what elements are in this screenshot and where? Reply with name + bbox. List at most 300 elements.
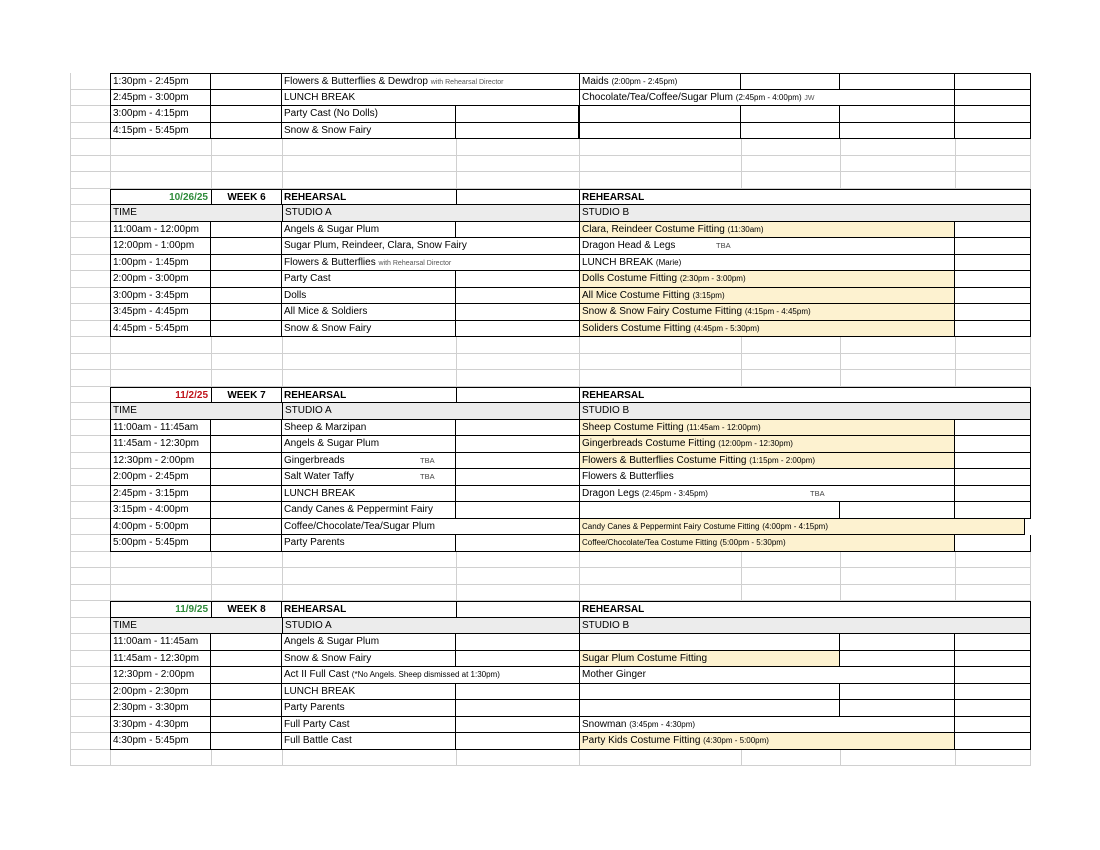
empty-cell bbox=[456, 585, 579, 602]
empty-cell bbox=[211, 337, 282, 354]
schedule-sheet bbox=[70, 73, 1031, 766]
time-cell bbox=[110, 288, 211, 305]
studio-b-header-text: REHEARSAL bbox=[582, 191, 645, 203]
time-text: 4:45pm - 5:45pm bbox=[113, 322, 189, 334]
studio-b-cell bbox=[579, 123, 741, 140]
time-text: 5:00pm - 5:45pm bbox=[113, 537, 189, 548]
empty-cell bbox=[456, 684, 579, 701]
empty-cell bbox=[955, 453, 1031, 470]
row-gutter bbox=[70, 585, 110, 602]
schedule-row bbox=[70, 700, 1031, 717]
studio-b-cell bbox=[579, 106, 741, 123]
studio-b-cell bbox=[579, 271, 955, 288]
studio-b-text: Chocolate/Tea/Coffee/Sugar Plum bbox=[582, 91, 734, 103]
row-gutter bbox=[70, 469, 110, 486]
week-label bbox=[211, 601, 282, 618]
row-gutter bbox=[70, 139, 110, 156]
row-gutter bbox=[70, 255, 110, 272]
row-gutter bbox=[70, 73, 110, 90]
time-cell bbox=[110, 535, 211, 552]
studio-b-text: LUNCH BREAK bbox=[582, 256, 654, 268]
studio-b-note: (4:30pm - 5:00pm) bbox=[703, 736, 769, 745]
empty-cell bbox=[955, 634, 1031, 651]
empty-cell bbox=[456, 271, 579, 288]
time-cell bbox=[110, 73, 211, 90]
empty-cell bbox=[456, 321, 579, 338]
studio-a-note: with Rehearsal Director bbox=[378, 259, 452, 267]
empty-cell bbox=[955, 73, 1031, 90]
empty-cell bbox=[955, 717, 1031, 734]
time-text: 11:00am - 11:45am bbox=[113, 421, 199, 433]
empty-cell bbox=[741, 156, 840, 173]
row-gutter bbox=[70, 304, 110, 321]
studio-b-note: (4:00pm - 4:15pm) bbox=[762, 521, 828, 531]
studio-label-row bbox=[70, 205, 1031, 222]
studio-a-label bbox=[282, 403, 579, 420]
studio-a-header-text: REHEARSAL bbox=[284, 604, 347, 615]
studio-a-text: LUNCH BREAK bbox=[284, 487, 356, 499]
empty-cell bbox=[955, 733, 1031, 750]
empty-cell bbox=[579, 568, 741, 585]
row-gutter bbox=[70, 189, 110, 206]
empty-cell bbox=[456, 453, 579, 470]
schedule-row bbox=[70, 123, 1031, 140]
empty-cell bbox=[211, 733, 282, 750]
time-label-text: TIME bbox=[113, 207, 137, 218]
empty-cell bbox=[955, 535, 1031, 552]
row-gutter bbox=[70, 420, 110, 437]
empty-cell bbox=[456, 189, 579, 206]
empty-cell bbox=[211, 370, 282, 387]
studio-b-cell bbox=[579, 436, 955, 453]
studio-a-cell bbox=[282, 288, 456, 305]
studio-b-label-text: STUDIO B bbox=[582, 207, 630, 218]
empty-cell bbox=[110, 156, 211, 173]
empty-cell bbox=[579, 354, 741, 371]
empty-cell bbox=[955, 651, 1031, 668]
time-text: 4:30pm - 5:45pm bbox=[113, 735, 189, 746]
empty-cell bbox=[840, 552, 955, 569]
empty-cell bbox=[840, 73, 955, 90]
empty-cell bbox=[955, 123, 1031, 140]
empty-cell bbox=[211, 238, 282, 255]
blank-row bbox=[70, 568, 1031, 585]
empty-cell bbox=[211, 453, 282, 470]
time-cell bbox=[110, 733, 211, 750]
studio-b-text: Dragon Head & Legs bbox=[582, 240, 676, 251]
time-cell bbox=[110, 519, 211, 536]
empty-cell bbox=[456, 288, 579, 305]
empty-cell bbox=[741, 585, 840, 602]
empty-cell bbox=[211, 321, 282, 338]
time-cell bbox=[110, 634, 211, 651]
empty-cell bbox=[110, 337, 211, 354]
empty-cell bbox=[211, 486, 282, 503]
studio-a-cell bbox=[282, 634, 456, 651]
empty-cell bbox=[211, 519, 282, 536]
studio-b-text: Snow & Snow Fairy Costume Fitting bbox=[582, 306, 743, 317]
empty-cell bbox=[741, 568, 840, 585]
empty-cell bbox=[955, 552, 1031, 569]
row-gutter bbox=[70, 370, 110, 387]
empty-cell bbox=[282, 750, 456, 767]
studio-a-text: Coffee/Chocolate/Tea/Sugar Plum bbox=[284, 520, 436, 532]
tba-label: TBA bbox=[810, 488, 825, 498]
empty-cell bbox=[456, 123, 579, 140]
empty-cell bbox=[579, 139, 741, 156]
time-cell bbox=[110, 106, 211, 123]
empty-cell bbox=[211, 651, 282, 668]
empty-cell bbox=[456, 601, 579, 618]
empty-cell bbox=[741, 700, 840, 717]
time-text: 11:45am - 12:30pm bbox=[113, 652, 199, 664]
studio-a-header bbox=[282, 387, 456, 404]
empty-cell bbox=[110, 552, 211, 569]
row-gutter bbox=[70, 123, 110, 140]
studio-b-text: Flowers & Butterflies bbox=[582, 471, 674, 482]
empty-cell bbox=[282, 139, 456, 156]
time-text: 11:00am - 11:45am bbox=[113, 636, 199, 647]
studio-b-cell bbox=[579, 304, 955, 321]
studio-b-cell bbox=[579, 651, 840, 668]
empty-cell bbox=[955, 568, 1031, 585]
studio-a-text: Party Parents bbox=[284, 702, 345, 713]
studio-a-text: Party Parents bbox=[284, 537, 345, 548]
studio-b-cell bbox=[579, 535, 955, 552]
studio-b-note: (11:30am) bbox=[727, 224, 764, 234]
time-text: 2:00pm - 2:45pm bbox=[113, 471, 189, 482]
blank-row bbox=[70, 172, 1031, 189]
time-text: 12:30pm - 2:00pm bbox=[113, 454, 195, 466]
empty-cell bbox=[456, 304, 579, 321]
empty-cell bbox=[741, 73, 840, 90]
empty-cell bbox=[456, 651, 579, 668]
empty-cell bbox=[579, 750, 741, 767]
empty-cell bbox=[456, 436, 579, 453]
time-cell bbox=[110, 420, 211, 437]
studio-a-text: Sugar Plum, Reindeer, Clara, Snow Fairy bbox=[284, 240, 467, 251]
studio-a-cell bbox=[282, 73, 579, 90]
studio-b-cell bbox=[579, 321, 955, 338]
empty-cell bbox=[955, 750, 1031, 767]
empty-cell bbox=[840, 106, 955, 123]
empty-cell bbox=[955, 90, 1031, 107]
studio-a-cell bbox=[282, 717, 456, 734]
studio-a-text: Salt Water Taffy bbox=[284, 471, 354, 482]
studio-a-cell bbox=[282, 222, 456, 239]
empty-cell bbox=[456, 387, 579, 404]
studio-b-note: (2:45pm - 3:45pm) bbox=[642, 488, 708, 498]
row-gutter bbox=[70, 205, 110, 222]
empty-cell bbox=[282, 585, 456, 602]
time-text: 2:00pm - 3:00pm bbox=[113, 273, 189, 284]
studio-b-cell bbox=[579, 469, 955, 486]
week-header-row bbox=[70, 601, 1031, 618]
studio-b-label bbox=[579, 403, 1031, 420]
studio-a-header-text: REHEARSAL bbox=[284, 191, 347, 203]
empty-cell bbox=[741, 634, 840, 651]
studio-a-header bbox=[282, 601, 456, 618]
studio-a-text: Dolls bbox=[284, 289, 307, 301]
studio-a-text: Flowers & Butterflies & Dewdrop bbox=[284, 76, 428, 87]
empty-cell bbox=[282, 568, 456, 585]
studio-a-cell bbox=[282, 106, 456, 123]
schedule-row bbox=[70, 288, 1031, 305]
time-cell bbox=[110, 238, 211, 255]
time-text: 4:00pm - 5:00pm bbox=[113, 520, 189, 532]
schedule-row bbox=[70, 321, 1031, 338]
schedule-row bbox=[70, 238, 1031, 255]
studio-a-text: LUNCH BREAK bbox=[284, 91, 356, 103]
schedule-row bbox=[70, 502, 1031, 519]
empty-cell bbox=[456, 337, 579, 354]
studio-b-note: (4:45pm - 5:30pm) bbox=[693, 323, 760, 333]
studio-a-cell bbox=[282, 321, 456, 338]
studio-a-cell bbox=[282, 535, 456, 552]
empty-cell bbox=[955, 354, 1031, 371]
studio-a-cell bbox=[282, 651, 456, 668]
time-text: 11:45am - 12:30pm bbox=[113, 438, 199, 449]
empty-cell bbox=[955, 271, 1031, 288]
empty-cell bbox=[840, 568, 955, 585]
empty-cell bbox=[955, 700, 1031, 717]
blank-row bbox=[70, 156, 1031, 173]
time-cell bbox=[110, 486, 211, 503]
empty-cell bbox=[282, 172, 456, 189]
studio-a-label bbox=[282, 618, 579, 635]
empty-cell bbox=[840, 700, 955, 717]
row-gutter bbox=[70, 156, 110, 173]
empty-cell bbox=[110, 172, 211, 189]
empty-cell bbox=[741, 750, 840, 767]
studio-b-header-text: REHEARSAL bbox=[582, 604, 645, 615]
studio-a-header bbox=[282, 189, 456, 206]
week-label-text: WEEK 7 bbox=[227, 389, 266, 401]
empty-cell bbox=[211, 156, 282, 173]
studio-b-cell bbox=[579, 486, 955, 503]
week-label-text: WEEK 8 bbox=[227, 604, 266, 615]
studio-b-text: Coffee/Chocolate/Tea Costume Fitting bbox=[582, 538, 718, 547]
studio-b-tag: JW bbox=[804, 94, 815, 102]
time-cell bbox=[110, 700, 211, 717]
row-gutter bbox=[70, 750, 110, 767]
schedule-row bbox=[70, 106, 1031, 123]
studio-a-cell bbox=[282, 304, 456, 321]
row-gutter bbox=[70, 519, 110, 536]
time-cell bbox=[110, 684, 211, 701]
studio-b-note: (3:45pm - 4:30pm) bbox=[629, 719, 696, 729]
time-cell bbox=[110, 436, 211, 453]
row-gutter bbox=[70, 271, 110, 288]
time-cell bbox=[110, 123, 211, 140]
studio-b-text: Sheep Costume Fitting bbox=[582, 421, 684, 433]
row-gutter bbox=[70, 535, 110, 552]
time-text: 11:00am - 12:00pm bbox=[113, 223, 199, 235]
studio-b-text: Candy Canes & Peppermint Fairy Costume Fitting bbox=[582, 521, 760, 531]
empty-cell bbox=[211, 139, 282, 156]
empty-cell bbox=[840, 337, 955, 354]
studio-b-note: (2:30pm - 3:00pm) bbox=[679, 274, 746, 283]
empty-cell bbox=[741, 139, 840, 156]
studio-a-cell bbox=[282, 255, 579, 272]
row-gutter bbox=[70, 387, 110, 404]
time-text: 1:00pm - 1:45pm bbox=[113, 256, 189, 268]
studio-a-cell bbox=[282, 733, 456, 750]
studio-b-note: (Marie) bbox=[655, 257, 682, 267]
empty-cell bbox=[110, 585, 211, 602]
week-date-text: 11/9/25 bbox=[175, 604, 208, 615]
studio-a-cell bbox=[282, 420, 456, 437]
studio-b-header bbox=[579, 387, 1031, 404]
empty-cell bbox=[211, 73, 282, 90]
schedule-row bbox=[70, 453, 1031, 470]
empty-cell bbox=[211, 106, 282, 123]
blank-row bbox=[70, 337, 1031, 354]
blank-row bbox=[70, 552, 1031, 569]
empty-cell bbox=[741, 552, 840, 569]
row-gutter bbox=[70, 172, 110, 189]
empty-cell bbox=[211, 271, 282, 288]
empty-cell bbox=[211, 502, 282, 519]
time-cell bbox=[110, 469, 211, 486]
studio-a-cell bbox=[282, 502, 456, 519]
schedule-row bbox=[70, 651, 1031, 668]
empty-cell bbox=[579, 552, 741, 569]
empty-cell bbox=[456, 717, 579, 734]
studio-b-note: (2:45pm - 4:00pm) bbox=[735, 92, 802, 102]
studio-b-text: Snowman bbox=[582, 718, 627, 730]
time-cell bbox=[110, 255, 211, 272]
row-gutter bbox=[70, 733, 110, 750]
studio-b-text: Flowers & Butterflies Costume Fitting bbox=[582, 454, 747, 466]
studio-b-cell bbox=[579, 238, 955, 255]
schedule-row bbox=[70, 667, 1031, 684]
empty-cell bbox=[211, 585, 282, 602]
empty-cell bbox=[955, 370, 1031, 387]
studio-a-note: with Rehearsal Director bbox=[430, 79, 504, 86]
empty-cell bbox=[456, 469, 579, 486]
time-cell bbox=[110, 304, 211, 321]
empty-cell bbox=[955, 156, 1031, 173]
time-label bbox=[110, 618, 282, 635]
row-gutter bbox=[70, 552, 110, 569]
time-label-text: TIME bbox=[113, 405, 137, 416]
time-label bbox=[110, 205, 282, 222]
week-date bbox=[110, 601, 211, 618]
empty-cell bbox=[456, 354, 579, 371]
empty-cell bbox=[211, 90, 282, 107]
time-text: 3:00pm - 4:15pm bbox=[113, 108, 189, 119]
empty-cell bbox=[955, 172, 1031, 189]
empty-cell bbox=[579, 156, 741, 173]
row-gutter bbox=[70, 717, 110, 734]
studio-a-cell bbox=[282, 486, 456, 503]
empty-cell bbox=[741, 370, 840, 387]
row-gutter bbox=[70, 354, 110, 371]
row-gutter bbox=[70, 238, 110, 255]
studio-b-cell bbox=[579, 667, 955, 684]
time-text: 3:00pm - 3:45pm bbox=[113, 289, 189, 301]
row-gutter bbox=[70, 222, 110, 239]
row-gutter bbox=[70, 288, 110, 305]
empty-cell bbox=[579, 172, 741, 189]
empty-cell bbox=[456, 420, 579, 437]
studio-a-label-text: STUDIO A bbox=[285, 207, 332, 218]
studio-b-text: All Mice Costume Fitting bbox=[582, 289, 690, 301]
empty-cell bbox=[955, 420, 1031, 437]
empty-cell bbox=[741, 172, 840, 189]
studio-b-label bbox=[579, 618, 1031, 635]
empty-cell bbox=[840, 123, 955, 140]
empty-cell bbox=[840, 354, 955, 371]
week-date bbox=[110, 387, 211, 404]
time-text: 1:30pm - 2:45pm bbox=[113, 76, 189, 87]
empty-cell bbox=[955, 238, 1031, 255]
studio-label-row bbox=[70, 618, 1031, 635]
empty-cell bbox=[211, 552, 282, 569]
empty-cell bbox=[955, 469, 1031, 486]
row-gutter bbox=[70, 667, 110, 684]
studio-a-text: Candy Canes & Peppermint Fairy bbox=[284, 504, 433, 515]
studio-a-note: (*No Angels. Sheep dismissed at 1:30pm) bbox=[351, 670, 500, 679]
studio-a-cell bbox=[282, 271, 456, 288]
studio-a-text: Full Battle Cast bbox=[284, 735, 352, 746]
time-cell bbox=[110, 222, 211, 239]
empty-cell bbox=[211, 750, 282, 767]
empty-cell bbox=[456, 700, 579, 717]
empty-cell bbox=[579, 370, 741, 387]
schedule-row bbox=[70, 436, 1031, 453]
studio-a-text: Party Cast bbox=[284, 273, 331, 284]
empty-cell bbox=[211, 667, 282, 684]
time-cell bbox=[110, 271, 211, 288]
studio-b-header-text: REHEARSAL bbox=[582, 389, 645, 401]
empty-cell bbox=[955, 139, 1031, 156]
empty-cell bbox=[211, 304, 282, 321]
empty-cell bbox=[211, 634, 282, 651]
schedule-row bbox=[70, 271, 1031, 288]
empty-cell bbox=[840, 750, 955, 767]
time-cell bbox=[110, 667, 211, 684]
row-gutter bbox=[70, 601, 110, 618]
row-gutter bbox=[70, 90, 110, 107]
studio-a-text: Gingerbreads bbox=[284, 454, 345, 466]
schedule-row bbox=[70, 222, 1031, 239]
empty-cell bbox=[456, 370, 579, 387]
studio-a-cell bbox=[282, 469, 456, 486]
row-gutter bbox=[70, 106, 110, 123]
studio-b-cell bbox=[579, 255, 955, 272]
empty-cell bbox=[456, 106, 579, 123]
row-gutter bbox=[70, 700, 110, 717]
week-date bbox=[110, 189, 211, 206]
studio-a-cell bbox=[282, 123, 456, 140]
empty-cell bbox=[456, 535, 579, 552]
studio-b-note: (5:00pm - 5:30pm) bbox=[719, 538, 786, 547]
time-label bbox=[110, 403, 282, 420]
empty-cell bbox=[456, 552, 579, 569]
empty-cell bbox=[211, 469, 282, 486]
studio-b-label bbox=[579, 205, 1031, 222]
time-text: 2:30pm - 3:30pm bbox=[113, 702, 189, 713]
empty-cell bbox=[211, 123, 282, 140]
empty-cell bbox=[741, 106, 840, 123]
empty-cell bbox=[456, 156, 579, 173]
empty-cell bbox=[840, 156, 955, 173]
time-text: 12:30pm - 2:00pm bbox=[113, 669, 195, 680]
studio-a-text: Angels & Sugar Plum bbox=[284, 438, 380, 449]
empty-cell bbox=[456, 172, 579, 189]
